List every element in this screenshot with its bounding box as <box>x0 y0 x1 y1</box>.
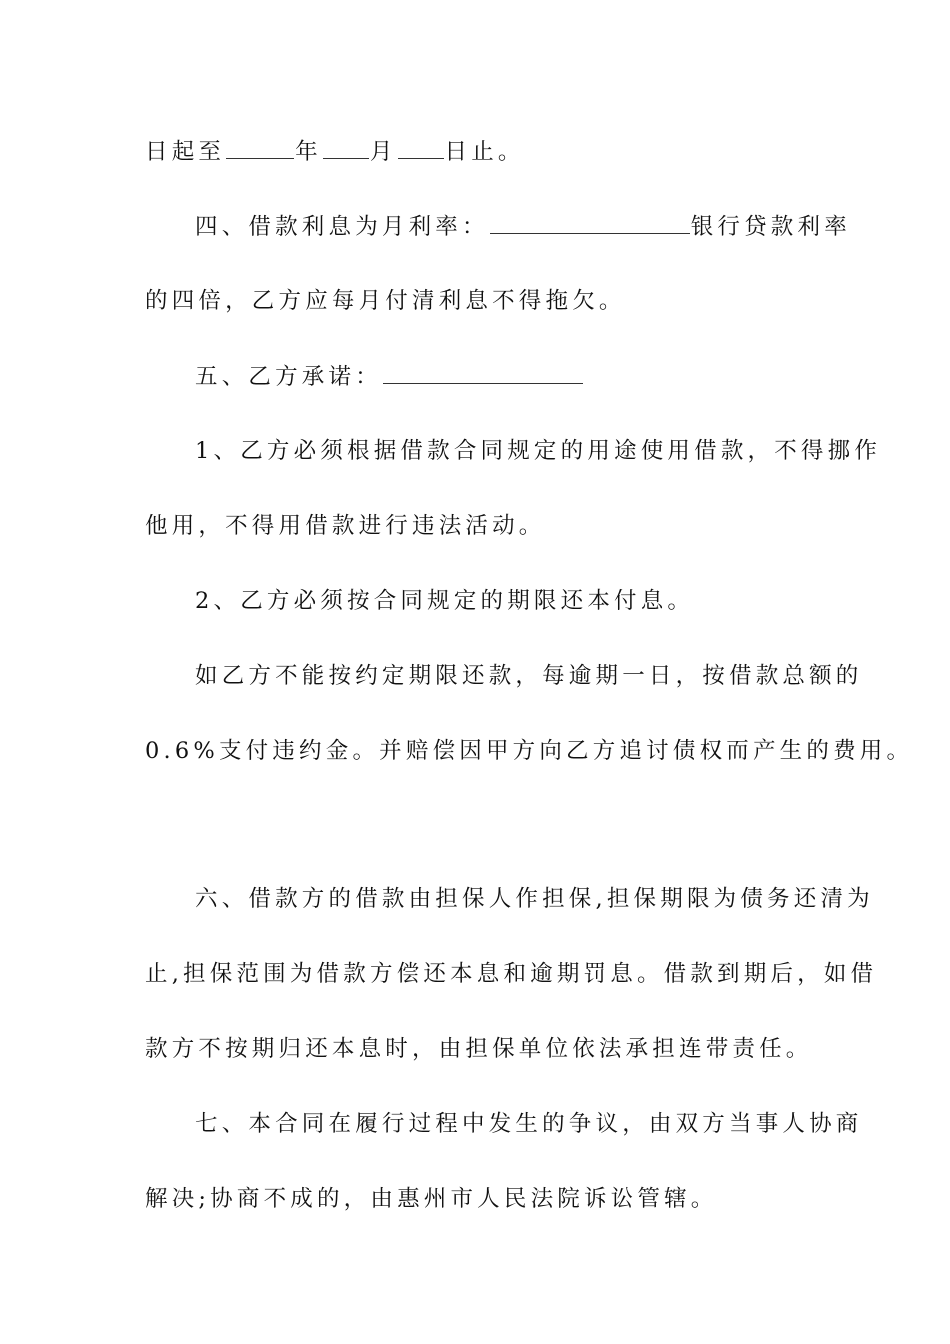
clause-5-item-1-line-2: 他用，不得用借款进行违法活动。 <box>145 513 546 539</box>
clause-6-line-2: 止,担保范围为借款方偿还本息和逾期罚息。借款到期后，如借 <box>145 961 878 987</box>
clause-6-line-1: 六、借款方的借款由担保人作担保,担保期限为债务还清为 <box>195 886 874 912</box>
text-segment: 年 <box>295 139 322 165</box>
text-segment: 银行贷款利率 <box>690 214 851 240</box>
clause-5-item-2: 2、乙方必须按合同规定的期限还本付息。 <box>195 588 695 614</box>
text-segment: 日起至 <box>145 139 226 165</box>
blank-commitment <box>383 361 583 384</box>
text-segment: 日止。 <box>444 139 525 165</box>
blank-bank-name <box>490 211 690 234</box>
clause-6-line-3: 款方不按期归还本息时，由担保单位依法承担连带责任。 <box>145 1036 813 1062</box>
clause-7-line-1: 七、本合同在履行过程中发生的争议，由双方当事人协商 <box>195 1111 863 1137</box>
blank-month <box>323 136 369 159</box>
text-segment: 月 <box>369 139 397 165</box>
text-line-date-range <box>145 136 525 167</box>
blank-year <box>226 136 294 159</box>
clause-5-item-1-line-1: 1、乙方必须根据借款合同规定的用途使用借款，不得挪作 <box>195 438 882 464</box>
text-segment: 四、借款利息为月利率： <box>195 214 489 240</box>
blank-day <box>398 136 444 159</box>
clause-5-heading <box>195 361 584 392</box>
penalty-line-1: 如乙方不能按约定期限还款，每逾期一日，按借款总额的 <box>195 663 863 689</box>
penalty-line-2: 0.6%支付违约金。并赔偿因甲方向乙方追讨债权而产生的费用。 <box>145 738 914 764</box>
text-segment: 五、乙方承诺： <box>195 364 382 390</box>
clause-4-line-1 <box>195 211 851 242</box>
clause-7-line-2: 解决;协商不成的，由惠州市人民法院诉讼管辖。 <box>145 1186 718 1212</box>
clause-4-line-2: 的四倍，乙方应每月付清利息不得拖欠。 <box>145 288 626 314</box>
